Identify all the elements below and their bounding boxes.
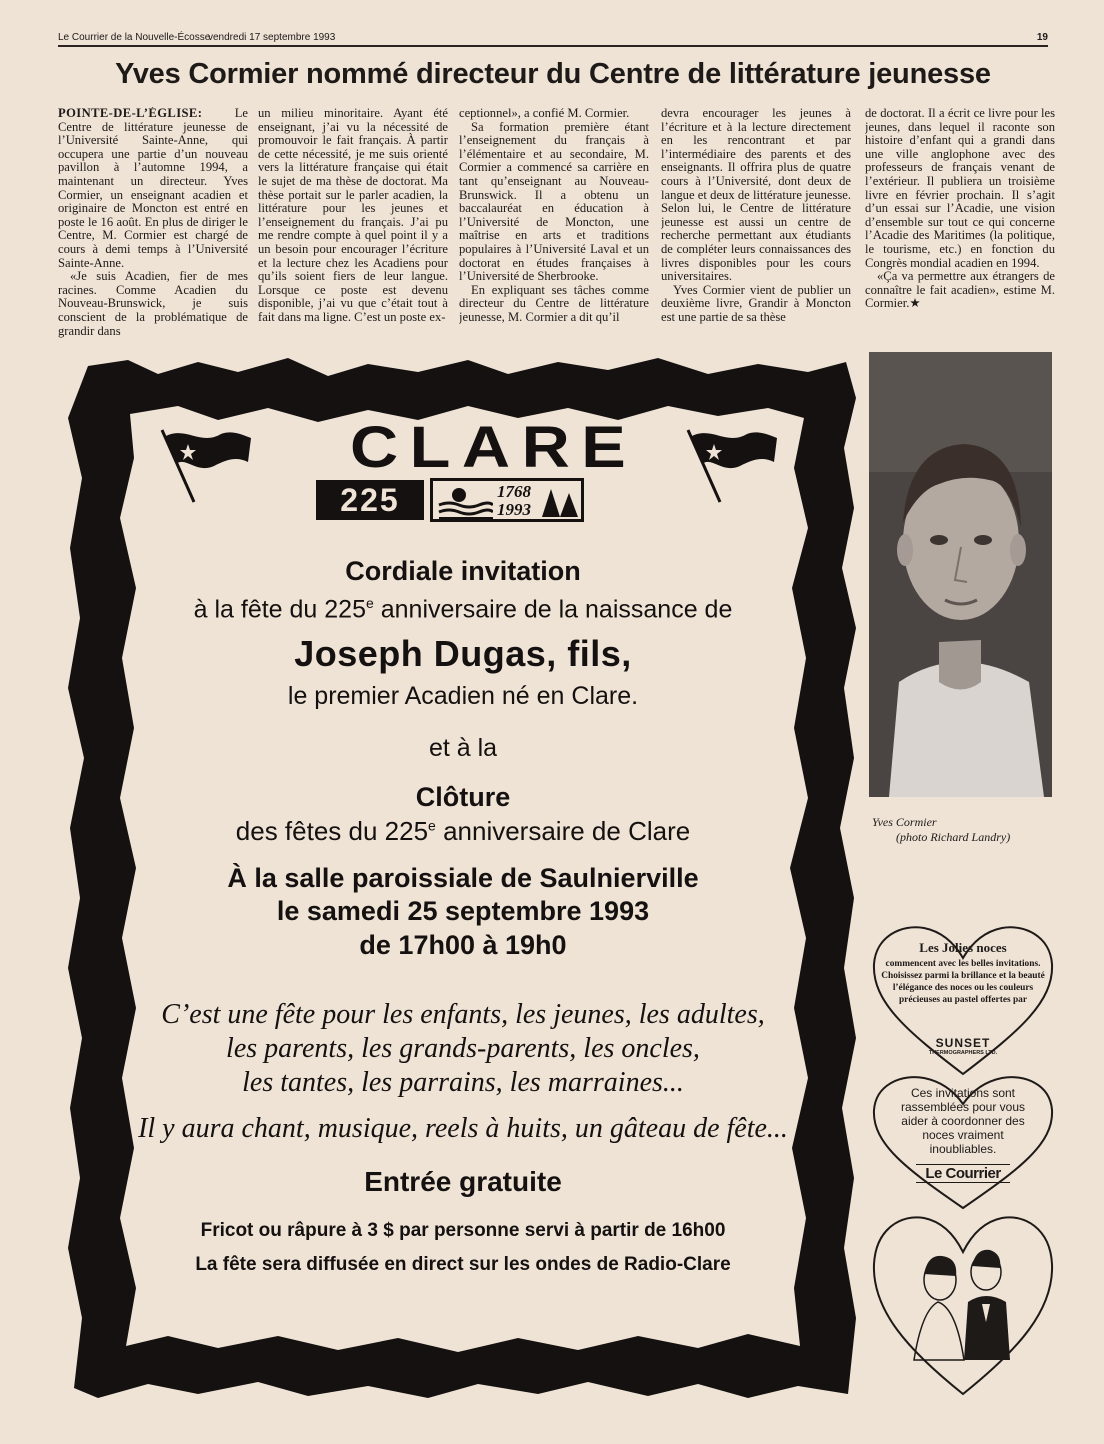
article-paragraph: devra encourager les jeunes à l’écriture et à la lecture directement en les rencontrant et par l’intermédiaire des parents et des enseignants. Il offrira plus de quatre cours à l’Université, dont deux de langue et deux de littérature jeunesse. Selon lui, le Centre de littérature jeunesse est aussi un centre de recherche permettant aux étudiants de compléter leurs connaissances des livres disponibles pour les cours universitaires. (661, 107, 851, 284)
promo-heart-2 (868, 1072, 1058, 1212)
article-paragraph: un milieu minoritaire. Ayant été enseignant, j’ai vu la nécessité de promouvoir le fait français. À partir de cette nécessité, je me suis orienté vers la littérature française qui était le sujet de ma thèse de doctorat. Ma thèse portait sur le parler acadien, la littérature pour les jeunes et l’enseignement du français. J’ai pu me rendre compte à quel point il y a un besoin pour encourager l’écriture et la lecture chez les Acadiens pour qu’ils soient fiers de leur langue. Lorsque ce poste est devenu disponible, j’ai vu que c’était tout à fait dans ma ligne. C’est un poste ex- (258, 107, 448, 324)
acadian-flag-icon (156, 426, 256, 506)
event-time: de 17h00 à 19h0 (359, 930, 567, 960)
sunset-brand: SUNSET (935, 1036, 991, 1050)
event-date: le samedi 25 septembre 1993 (276, 896, 650, 926)
article-column-1 (58, 107, 248, 347)
radio-line: La fête sera diffusée en direct sur les ondes de Radio-Clare (195, 1254, 731, 1275)
year-end: 1993 (497, 500, 531, 519)
and-line: et à la (428, 734, 498, 762)
script-line: les tantes, les parrains, les marraines... (242, 1067, 684, 1098)
promo-heart-3 (868, 1210, 1058, 1400)
script-line: Il y aura chant, musique, reels à huits, un gâteau de fête... (138, 1113, 788, 1144)
script-line: C’est une fête pour les enfants, les jeunes, les adultes, (161, 999, 765, 1030)
page-number: 19 (1036, 32, 1048, 43)
honoree-note: le premier Acadien né en Clare. (287, 682, 639, 710)
portrait-photo (869, 352, 1052, 797)
sun-water-icon (437, 485, 493, 519)
caption-credit: (photo Richard Landry) (896, 830, 1011, 844)
caption-name: Yves Cormier (872, 815, 937, 829)
article-headline: Yves Cormier nommé directeur du Centre de littérature jeunesse (115, 58, 991, 90)
invite-line: à la fête du 225e anniversaire de la naissance de (193, 595, 733, 624)
cloture-line: des fêtes du 225e anniversaire de Clare (235, 816, 691, 846)
heart1-body: commencent avec les belles invitations. Choisissez parmi la brillance et la beauté l’élégance des noces ou les couleurs précieuses au pastel offertes par (881, 959, 1045, 1005)
article-column-2 (258, 107, 448, 347)
article-paragraph: Yves Cormier vient de publier un deuxième livre, Grandir à Moncton est une partie de sa thèse (661, 282, 851, 324)
article-paragraph: «Je suis Acadien, fier de mes racines. Comme Acadien du Nouveau-Brunswick, je suis conscient de la problématique de grandir dans (58, 269, 248, 338)
heart2-body: Ces invitations sont rassemblées pour vous aider à coordonner des noces vraiment inoubliables. (900, 1086, 1026, 1156)
acadian-flag-icon (682, 426, 782, 506)
anniversary-badge: 225 (316, 480, 424, 520)
years-emblem (430, 478, 584, 522)
promo-heart-1 (868, 922, 1058, 1080)
publication-name: Le Courrier de la Nouvelle-Écosse (58, 32, 211, 43)
issue-date: vendredi 17 septembre 1993 (208, 32, 336, 43)
free-entry: Entrée gratuite (364, 1166, 562, 1197)
portrait-illustration (869, 352, 1052, 797)
article-column-3 (459, 107, 649, 347)
article-paragraph: En expliquant ses tâches comme directeur du Centre de littérature jeunesse, M. Cormier a dit qu’il (459, 282, 649, 324)
photo-caption (872, 815, 1055, 845)
masthead-rule (58, 45, 1048, 47)
pine-trees-icon (541, 487, 581, 519)
clare-wordmark: CLARE (350, 415, 638, 480)
script-line: les parents, les grands-parents, les oncles, (226, 1033, 700, 1064)
le-courrier-logo: Le Courrier (916, 1164, 1010, 1183)
clare-225-advertisement (68, 358, 858, 1398)
article-column-5 (865, 107, 1055, 333)
cloture-title: Clôture (415, 782, 511, 812)
clare-225-logo (310, 415, 640, 519)
article-paragraph: POINTE-DE-L’ÉGLISE: Le Centre de littérature jeunesse de l’Université Sainte-Anne, qui occupera une partie d’un nouveau pavillon à l’automne 1994, a maintenant un directeur. Yves Cormier, un enseignant acadien et originaire de Moncton est entré en poste le 16 août. En plus de diriger le Centre, M. Cormier est chargé de cours à demi temps à l’Université Sainte-Anne. (58, 107, 248, 270)
sunset-brand-sub: THERMOGRAPHERS LTD. (928, 1050, 998, 1056)
article-paragraph: de doctorat. Il a écrit ce livre pour les jeunes, dans lequel il raconte son histoire d’enfant qui a grandi dans une ville anglophone avec des professeurs de français venant de l’extérieur. Il publiera un troisième livre en février prochain. Il s’agit d’un essai sur l’Acadie, une vision d’ensemble sur tout ce qui concerne l’Acadie des Maritimes (la politique, le tourisme, etc.) en fonction du Congrès mondial acadien en 1994. (865, 107, 1055, 270)
dateline: POINTE-DE-L’ÉGLISE: (58, 107, 203, 120)
article-column-4 (661, 107, 851, 347)
wedding-couple-heart (868, 1210, 1058, 1400)
food-line: Fricot ou râpure à 3 $ par personne servi à partir de 16h00 (200, 1220, 726, 1241)
heart1-title: Les Jolies noces (919, 940, 1007, 955)
invite-title: Cordiale invitation (345, 556, 581, 586)
ad-content (68, 358, 858, 1398)
article-paragraph: ceptionnel», a confié M. Cormier. (459, 107, 630, 120)
year-start: 1768 (497, 482, 531, 501)
venue: À la salle paroissiale de Saulnierville (227, 863, 699, 893)
honoree-name: Joseph Dugas, fils, (294, 633, 632, 674)
article-paragraph: Sa formation première étant l’enseignement du français à l’élémentaire et au secondaire, M. Cormier a commencé sa carrière en tant qu’enseignant au Nouveau-Brunswick. Il a obtenu un baccalauréat en éducation à l’Université de Moncton, une maîtrise en arts et traditions populaires à l’Université Laval et un doctorat en études françaises à l’Université de Sherbrooke. (459, 119, 649, 284)
article-paragraph: «Ça va permettre aux étrangers de connaître le fait acadien», estime M. Cormier.★ (865, 269, 1055, 311)
